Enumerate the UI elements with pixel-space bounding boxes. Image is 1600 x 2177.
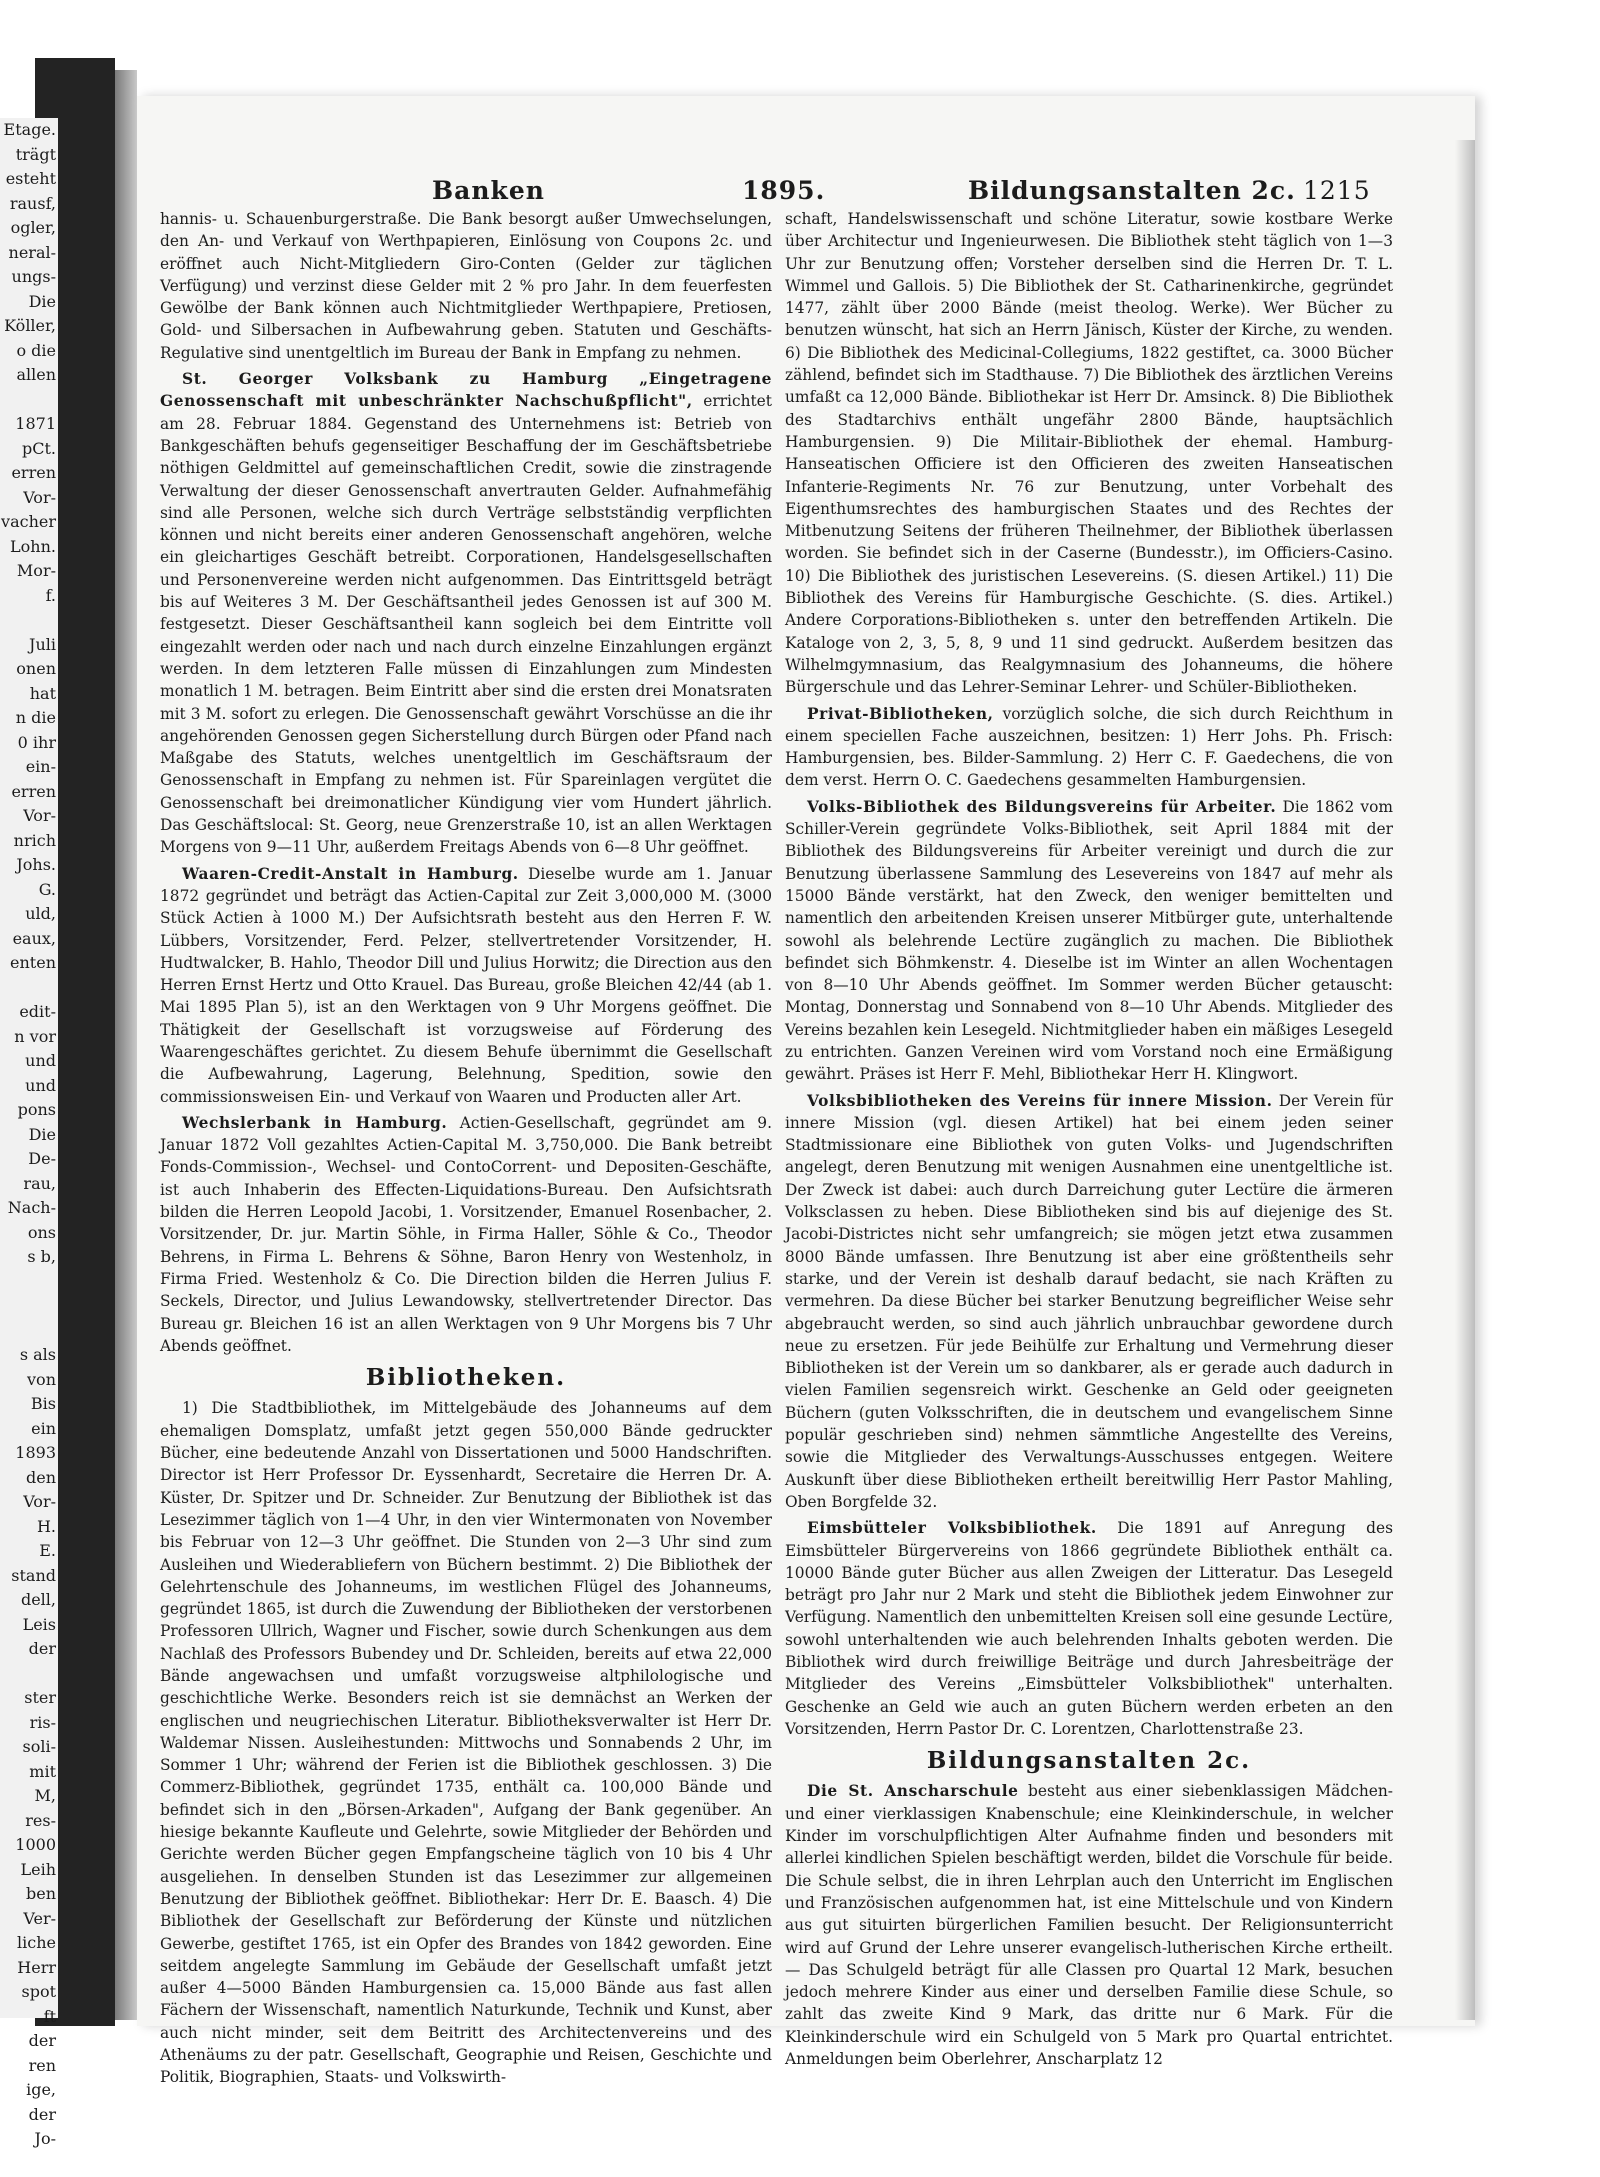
previous-page-line: pons — [17, 1100, 56, 1119]
previous-page-line: Vor- — [23, 806, 56, 825]
previous-page-line — [0, 608, 58, 633]
st-georger-volksbank-entry — [160, 368, 772, 859]
page-edge-shadow — [1455, 140, 1475, 2020]
previous-page-line: o die — [16, 340, 56, 360]
previous-page-line: edit- — [19, 1002, 56, 1021]
previous-page-line: allen — [16, 365, 56, 384]
previous-page-line — [0, 1294, 58, 1319]
previous-page-line: 1893 — [15, 1443, 56, 1462]
previous-page-line: 1871 — [15, 414, 56, 433]
section-title-bildungsanstalten: Bildungsanstalten 2c. — [926, 1747, 1252, 1775]
previous-page-line: der — [28, 2031, 56, 2050]
previous-page-line: spot — [21, 1982, 56, 2001]
previous-page-line: Herr — [17, 1957, 56, 1977]
previous-page-line: der — [28, 2104, 56, 2124]
previous-page-line: Köller, — [4, 316, 56, 335]
previous-page-edge — [0, 118, 58, 2148]
previous-page-line: und — [25, 1051, 56, 1070]
previous-page-line — [0, 1319, 58, 1344]
previous-page-line: soli- — [22, 1737, 56, 1756]
previous-page-line — [0, 1270, 58, 1295]
previous-page-line: Bis — [30, 1394, 56, 1413]
right-column — [785, 208, 1393, 2069]
entry-heading: Wechslerbank in Hamburg. — [182, 1113, 448, 1132]
previous-page-line: rausf, — [9, 193, 56, 213]
previous-page-line: M, — [34, 1786, 56, 1805]
entry-heading: St. Georger Volksbank zu Hamburg „Eingetragene Genossenschaft mit unbeschränkter Nachschußpflicht", — [160, 370, 772, 411]
stadtbibliothek-entry: 1) Die Stadtbibliothek, im Mittelgebäude des Johanneums auf dem ehemaligen Domsplatz, umfaßt jetzt gegen 550,000 Bände gedruckter Bücher, eine bedeutende Anzahl von Dissertationen und 5000 Handschriften. Director ist Herr Professor Dr. Eyssenhardt, Secretaire die Herren Dr. A. Küster, Dr. Spitzer und Dr. Schneider. Zur Benutzung der Bibliothek ist das Lesezimmer täglich von 1—4 Uhr, in den vier Wintermonaten von November bis Februar von 12—3 Uhr geöffnet. Die Stunden von 2—3 Uhr sind zum Ausleihen und Wiederabliefern von Büchern bestimmt. 2) Die Bibliothek der Gelehrtenschule des Johanneums, im westlichen Flügel des Johanneums, gegründet 1865, ist durch die Zuwendung der Bibliotheken der verstorbenen Professoren Ullrich, Wagner und Fischer, sowie durch Schenkungen aus dem Nachlaß des Professors Bubendey und Dr. Schleiden, bereits auf etwa 22,000 Bände angewachsen und umfaßt vorzugsweise altphilologische und geschichtliche Werke. Besonders reich ist sie demnächst an Werken der englischen und neugriechischen Literatur. Bibliotheksverwalter ist Herr Dr. Waldemar Nissen. Ausleihestunden: Mittwochs und Sonnabends 2 Uhr, im Sommer 1 Uhr; während der Ferien ist die Bibliothek geschlossen. 3) Die Commerz-Bibliothek, gegründet 1735, enthält ca. 100,000 Bände und befindet sich in den „Börsen-Arkaden", Aufgang der Bank gegenüber. An hiesige bekannte Kaufleute und Gelehrte, sowie Mitglieder der Behörden und Gerichte werden Bücher gegen Empfangscheine täglich von 10 bis 4 Uhr ausgeliehen. In denselben Stunden ist das Lesezimmer zur allgemeinen Benutzung der Bibliothek geöffnet. Bibliothekar: Herr Dr. E. Baasch. 4) Die Bibliothek der Gesellschaft zur Beförderung der Künste und nützlichen Gewerbe, gestiftet 1765, ist ein Opfer des Brandes von 1842 geworden. Eine seitdem angelegte Sammlung im Gebäude der Gesellschaft umfaßt jetzt außer 4—5000 Bänden Hamburgensien ca. 15,000 Bände aus fast allen Fächern der Wissenschaft, namentlich Naturkunde, Technik und Kunst, aber auch nicht minder, seit dem Beitritt des Architectenvereins und des Athenäums zu der patr. Gesellschaft, Geographie und Reisen, Geschichte und Politik, Biographien, Staats- und Volkswirth- — [160, 1399, 772, 2087]
previous-page-line: ren — [28, 2055, 56, 2075]
previous-page-line: ige, — [26, 2080, 56, 2099]
previous-page-line: ein- — [25, 757, 56, 776]
previous-page-line: Ver- — [23, 1908, 56, 1928]
header-right-title: Bildungsanstalten 2c. — [968, 176, 1296, 205]
previous-page-line — [0, 1662, 58, 1687]
previous-page-line: enten — [10, 953, 56, 972]
header-year: 1895. — [742, 176, 826, 205]
previous-page-line: De- — [28, 1149, 56, 1168]
previous-page-line: res- — [25, 1810, 56, 1830]
entry-heading: Privat-Bibliotheken, — [807, 704, 994, 723]
entry-heading: Die St. Anscharschule — [807, 1782, 1019, 1801]
entry-heading: Waaren-Credit-Anstalt in Hamburg. — [182, 864, 519, 883]
previous-page-line: ben — [25, 1884, 56, 1903]
previous-page-line: von — [27, 1369, 56, 1389]
entry-text: Der Verein für innere Mission (vgl. diesen Artikel) hat bei einem jeden seiner Stadtmissionare eine Bibliothek von guten Volks- und Jugendschriften angelegt, deren Benutzung mit wenigen Ausnahmen eine unentgeltliche ist. Der Zweck ist dabei: auch durch Darreichung guter Lectüre die ärmeren Volksclassen zu heben. Diese Bibliotheken sind bis auf diejenige des St. Jacobi-Districtes nicht sehr umfangreich; sie mögen jetzt etwa zusammen 8000 Bände umfassen. Ihre Benutzung ist aber eine größtentheils sehr starke, und der Verein ist deshalb darauf bedacht, sie nach Kräften zu vermehren. Da diese Bücher bei starker Benutzung begreiflicher Weise sehr abgebraucht werden, so sind auch jährlich unbrauchbar gewordene durch neue zu ersetzen. Für jede Beihülfe zur Erhaltung und Vermehrung dieser Bibliotheken ist der Verein um so dankbarer, als er gerade auch dadurch in vielen Familien segensreich wirkt. Geschenke an Geld oder geeigneten Büchern (guten Volksschriften, die in deutschem und evangelischem Sinne populär geschrieben sind) nehmen sämmtliche Angestellte des Vereins, sowie die Mitglieder des Verwaltungs-Ausschusses entgegen. Weitere Auskunft über diese Bibliotheken ertheilt bereitwillig Herr Pastor Mahling, Oben Borgfelde 32. — [785, 1091, 1393, 1511]
previous-page-line — [0, 976, 58, 1001]
previous-page-line: ogler, — [10, 218, 56, 237]
previous-page-line: den — [25, 1467, 56, 1487]
previous-page-line: Die — [28, 291, 56, 311]
previous-page-line: s als — [19, 1345, 56, 1364]
wechslerbank-entry — [160, 1112, 772, 1357]
previous-page-line: Nach- — [7, 1198, 56, 1217]
previous-page-line: ris- — [29, 1712, 56, 1732]
entry-text: Dieselbe wurde am 1. Januar 1872 gegründet und beträgt das Actien-Capital zur Zeit 3,000,000 M. (3000 Stück Actien à 1000 M.) Der Aufsichtsrath besteht aus den Herren F. W. Lübbers, Vorsitzender, Ferd. Pelzer, stellvertretender Vorsitzender, H. Hudtwalcker, B. Hahlo, Theodor Dill und Julius Horwitz; die Direction aus den Herren Ernst Hertz und Otto Krauel. Das Bureau, große Bleichen 42/44 (ab 1. Mai 1895 Plan 5), ist an den Werktagen von 9 Uhr Morgens geöffnet. Die Thätigkeit der Gesellschaft ist vorzugsweise auf Förderung des Waarengeschäftes gerichtet. Zu diesem Behufe übernimmt die Gesellschaft die Aufbewahrung, Lagerung, Belehnung, Spedition, sowie den commissionsweisen Ein- und Verkauf von Waaren und Producten aller Art. — [160, 864, 772, 1106]
previous-page-line: Vor- — [23, 1492, 56, 1511]
entry-heading: Volks-Bibliothek des Bildungsvereins für Arbeiter. — [807, 797, 1277, 816]
entry-heading: Volksbibliotheken des Vereins für innere Mission. — [807, 1091, 1273, 1110]
previous-page-line: pCt. — [22, 438, 56, 458]
eimsbuetteler-entry — [785, 1517, 1393, 1740]
anscharschule-entry — [785, 1780, 1393, 2070]
libraries-paragraph-continued: schaft, Handelswissenschaft und schöne Literatur, sowie kostbare Werke über Architectur und Ingenieurwesen. Die Bibliothek steht täglich von 1—3 Uhr zur Benutzung offen; Vorsteher derselben sind die Herren Dr. T. L. Wimmel und Gallois. 5) Die Bibliothek der St. Catharinenkirche, gegründet 1477, zählt über 2000 Bände (meist theolog. Werke). Wer Bücher zu benutzen wünscht, hat sich an Herrn Jänisch, Küster der Kirche, zu wenden. 6) Die Bibliothek des Medicinal-Collegiums, 1822 gestiftet, ca. 3000 Bücher zählend, befindet sich im Stadthause. 7) Die Bibliothek des ärztlichen Vereins umfaßt ca 12,000 Bände. Bibliothekar ist Herr Dr. Amsinck. 8) Die Bibliothek des Stadtarchivs enthält ungefähr 2800 Bände, hauptsächlich Hamburgensien. 9) Die Militair-Bibliothek der ehemal. Hamburg-Hanseatischen Officiere ist den Officieren des zweiten Hanseatischen Infanterie-Regiments Nr. 76 zur Benutzung, unter Vorbehalt des Eigenthumsrechtes des hamburgischen Staates und des Rechtes der Mitbenutzung Seitens der früheren Theilnehmer, der Bibliothek überlassen worden. Sie befindet sich in der Caserne (Bundesstr.), im Officiers-Casino. 10) Die Bibliothek des juristischen Lesevereins. (S. diesen Artikel.) 11) Die Bibliothek des Vereins für Hamburgische Geschichte. (S. dies. Artikel.) Andere Corporations-Bibliotheken s. unter den betreffenden Artikeln. Die Kataloge von 2, 3, 5, 8, 9 und 11 sind gedruckt. Außerdem besitzen das Wilhelmgymnasium, das Realgymnasium des Johanneums, die höhere Bürgerschule und das Lehrer-Seminar Lehrer- und Schüler-Bibliotheken. — [785, 210, 1393, 697]
previous-page-line: stand — [11, 1565, 56, 1585]
previous-page-line: eaux, — [12, 928, 56, 948]
section-title-bibliotheken: Bibliotheken. — [365, 1364, 567, 1392]
previous-page-line: n die — [15, 708, 56, 727]
previous-page-line: H. — [36, 1516, 56, 1536]
previous-page-line: 1000 — [15, 1835, 56, 1854]
previous-page-line: und — [25, 1075, 56, 1095]
previous-page-line: ons — [27, 1222, 56, 1242]
previous-page-line — [0, 388, 58, 413]
left-column — [160, 208, 772, 2087]
previous-page-line: 0 ihr — [17, 732, 56, 752]
entry-heading: Eimsbütteler Volksbibliothek. — [807, 1519, 1097, 1538]
previous-page-line: esteht — [5, 169, 56, 188]
entry-text: besteht aus einer siebenklassigen Mädchen- und einer vierklassigen Knabenschule; eine Kleinkinderschule, in welcher Kinder im vorschulpflichtigen Alter Aufnahme finden und besonders mit allerlei kindlichen Spielen beschäftigt werden, bildet die Vorschule für beide. Die Schule selbst, die in ihren Lehrplan auch den Unterricht im Englischen und Französischen aufgenommen hat, ist eine Mittelschule und von Kindern aus gut situirten bürgerlichen Familien besucht. Der Religionsunterricht wird auf Grund der Lehre unserer evangelisch-lutherischen Kirche ertheilt. — Das Schulgeld beträgt für alle Classen pro Quartal 12 Mark, besuchen jedoch mehrere Kinder aus einer und derselben Familie diese Schule, so zahlt das zweite Kind 9 Mark, das dritte nur 6 Mark. Für die Kleinkinderschule wird ein Schulgeld von 5 Mark pro Quartal entrichtet. Anmeldungen beim Oberlehrer, Anscharplatz 12 — [785, 1782, 1393, 2069]
previous-page-line: n vor — [14, 1026, 56, 1046]
previous-page-line: Vor- — [23, 487, 56, 507]
previous-page-line: Mor- — [16, 561, 56, 580]
previous-page-line: Etage. — [3, 120, 56, 139]
previous-page-line: Lohn. — [10, 536, 56, 556]
previous-page-line: Leis — [22, 1614, 56, 1634]
previous-page-line: dell, — [20, 1590, 56, 1609]
previous-page-line: vacher — [1, 512, 56, 531]
previous-page-line: nrich — [13, 830, 56, 850]
previous-page-line: Leih — [20, 1859, 56, 1879]
previous-page-line: Juli — [29, 634, 56, 654]
binding-shadow — [115, 70, 137, 2020]
entry-text: Die 1862 vom Schiller-Verein gegründete Volks-Bibliothek, seit April 1884 mit der Bibliothek des Bildungsvereins für Arbeiter vereinigt und durch die zur Benutzung überlassene Sammlung des Lesevereins von 1847 auf mehr als 15000 Bände verstärkt, hat den Zweck, den weniger bemittelten und namentlich den arbeitenden Kreisen unserer Mitbürger gute, unterhaltende sowohl als belehrende Lectüre zugänglich zu machen. Die Bibliothek befindet sich Böhmkenstr. 4. Dieselbe ist im Winter an allen Wochentagen von 8—10 Uhr Abends geöffnet. Im Sommer werden Bücher getauscht: Montag, Donnerstag und Sonnabend von 8—10 Uhr Abends. Mitglieder des Vereins bezahlen kein Lesegeld. Nichtmitglieder haben ein mäßiges Lesegeld zu entrichten. Ganzen Vereinen wird vom Vorstand noch eine Ermäßigung gewährt. Präses ist Herr F. Mehl, Bibliothekar Herr H. Klingwort. — [785, 797, 1393, 1084]
entry-text: Die 1891 auf Anregung des Eimsbütteler Bürgervereins von 1866 gegründete Bibliothek enthält ca. 10000 Bände guter Bücher aus allen Zweigen der Litteratur. Das Lesegeld beträgt pro Jahr nur 2 Mark und steht die Bibliothek jedem Einwohner zur Verfügung. Namentlich den unbemittelten Kreisen soll eine gesunde Lectüre, sowohl unterhaltenden wie auch belehrenden Inhalts geboten werden. Die Bibliothek wird durch freiwillige Beiträge und durch Jahresbeiträge der Mitglieder des Vereins „Eimsbütteler Volksbibliothek" unterhalten. Geschenke an Geld wie auch an guten Büchern werden erbeten an den Vorsitzenden, Herrn Pastor Dr. C. Lorentzen, Charlottenstraße 23. — [785, 1519, 1393, 1738]
entry-text: vorzüglich solche, die sich durch Reichthum in einem speciellen Fache auszeichnen, besitzen: 1) Herr Johs. Ph. Frisch: Hamburgensien, bes. Bilder-Sammlung. 2) Herr C. F. Gaedechens, die von dem verst. Herrn O. C. Gaedechens gesammelten Hamburgensien. — [785, 704, 1393, 790]
previous-page-line: liche — [17, 1933, 56, 1952]
previous-page-line: Johs. — [16, 855, 56, 874]
previous-page-line: G. — [38, 879, 56, 899]
volks-bibliothek-entry — [785, 796, 1393, 1086]
entry-text: Actien-Gesellschaft, gegründet am 9. Januar 1872 Voll gezahltes Actien-Capital M. 3,750,000. Die Bank betreibt Fonds-Commission-, Wechsel- und ContoCorrent- und Depositen-Geschäfte, ist auch Inhaberin des Effecten-Liquidations-Bureau. Den Aufsichtsrath bilden die Herren Leopold Jacobi, 1. Vorsitzender, Emanuel Rosenbacher, 2. Vorsitzender, Dr. jur. Martin Söhle, in Firma Haller, Söhle & Co., Theodor Behrens, in Firma L. Behrens & Söhne, Baron Henry von Westenholz, in Firma Fried. Westenholz & Co. Die Direction bilden die Herren Julius F. Seckels, Director, und Julius Lewandowsky, stellvertretender Director. Das Bureau gr. Bleichen 16 ist an allen Werktagen von 9 Uhr Morgens bis 7 Uhr Abends geöffnet. — [160, 1113, 772, 1355]
previous-page-line: s b, — [27, 1247, 56, 1266]
previous-page-line: hat — [29, 683, 56, 703]
entry-text: errichtet am 28. Februar 1884. Gegenstand des Unternehmens ist: Betrieb von Bankgeschäften behufs gegenseitiger Beschaffung der im Geschäftsbetriebe nöthigen Geldmittel auf gemeinschaftlichen Credit, sowie die zinstragende Verwaltung der dieser Genossenschaft anvertrauten Gelder. Aufnahmefähig sind alle Personen, welche sich durch Verträge selbstständig verpflichten können und nicht bereits einer anderen Genossenschaft angehören, welche ein gleichartiges Geschäft betreibt. Corporationen, Handelsgesellschaften und Personenvereine werden nicht aufgenommen. Das Eintrittsgeld beträgt bis auf Weiteres 3 M. Der Geschäftsantheil jedes Genossen ist auf 300 M. festgesetzt. Dieser Geschäftsantheil kann sogleich bei dem Eintritte voll eingezahlt werden oder nach und nach durch einzelne Einzahlungen ergänzt werden. In dem letzteren Falle müssen di Einzahlungen zum Mindesten monatlich 1 M. betragen. Beim Eintritt aber sind die ersten drei Monatsraten mit 3 M. sofort zu erlegen. Die Genossenschaft gewährt Vorschüsse an die ihr angehörenden Genossen gegen Sicherstellung durch Bürgen oder Pfand nach Maßgabe des Statuts, welches unentgeltlich im Geschäftsraum der Genossenschaft in Empfang zu nehmen ist. Für Spareinlagen vergütet die Genossenschaft bei dreimonatlicher Kündigung vier vom Hundert jährlich. Das Geschäftslocal: St. Georg, neue Grenzerstraße 10, ist an allen Werktagen Morgens von 9—11 Uhr, außerdem Freitags Abends von 6—8 Uhr geöffnet. — [160, 392, 772, 857]
previous-page-line: mit — [29, 1761, 56, 1781]
previous-page-line: ft — [43, 2006, 56, 2026]
previous-page-line: Die — [28, 1124, 56, 1144]
previous-page-line: onen — [16, 659, 56, 678]
previous-page-line: uld, — [25, 904, 56, 923]
previous-page-line: ungs- — [11, 267, 56, 286]
page-number: 1215 — [1303, 176, 1371, 205]
previous-page-line: Jo- — [34, 2129, 56, 2148]
previous-page-line: erren — [11, 463, 56, 482]
bank-paragraph-continued: hannis- u. Schauenburgerstraße. Die Bank besorgt außer Umwechselungen, den An- und Verkauf von Werthpapieren, Einlösung von Coupons 2c. und eröffnet auch Nicht-Mitgliedern Giro-Conten (Gelder zur täglichen Verfügung) und verzinst diese Gelder mit 2 % pro Jahr. In dem feuerfesten Gewölbe der Bank können auch Nichtmitglieder Werthpapiere, Pretiosen, Gold- und Silbersachen in Aufbewahrung geben. Statuten und Geschäfts-Regulative sind unentgeltlich im Bureau der Bank in Empfang zu nehmen. — [160, 210, 772, 362]
waaren-credit-anstalt-entry — [160, 863, 772, 1108]
previous-page-line: f. — [45, 585, 56, 605]
previous-page-line: rau, — [23, 1173, 56, 1193]
previous-page-line: neral- — [8, 242, 56, 262]
innere-mission-entry — [785, 1090, 1393, 1514]
privat-bibliotheken-entry — [785, 703, 1393, 792]
previous-page-line: E. — [39, 1541, 56, 1560]
previous-page-line: ein — [31, 1418, 56, 1438]
header-left-title: Banken — [432, 176, 545, 205]
previous-page-line: der — [28, 1639, 56, 1658]
previous-page-line: trägt — [15, 144, 56, 164]
previous-page-line: erren — [11, 781, 56, 801]
previous-page-line: ster — [24, 1688, 56, 1707]
